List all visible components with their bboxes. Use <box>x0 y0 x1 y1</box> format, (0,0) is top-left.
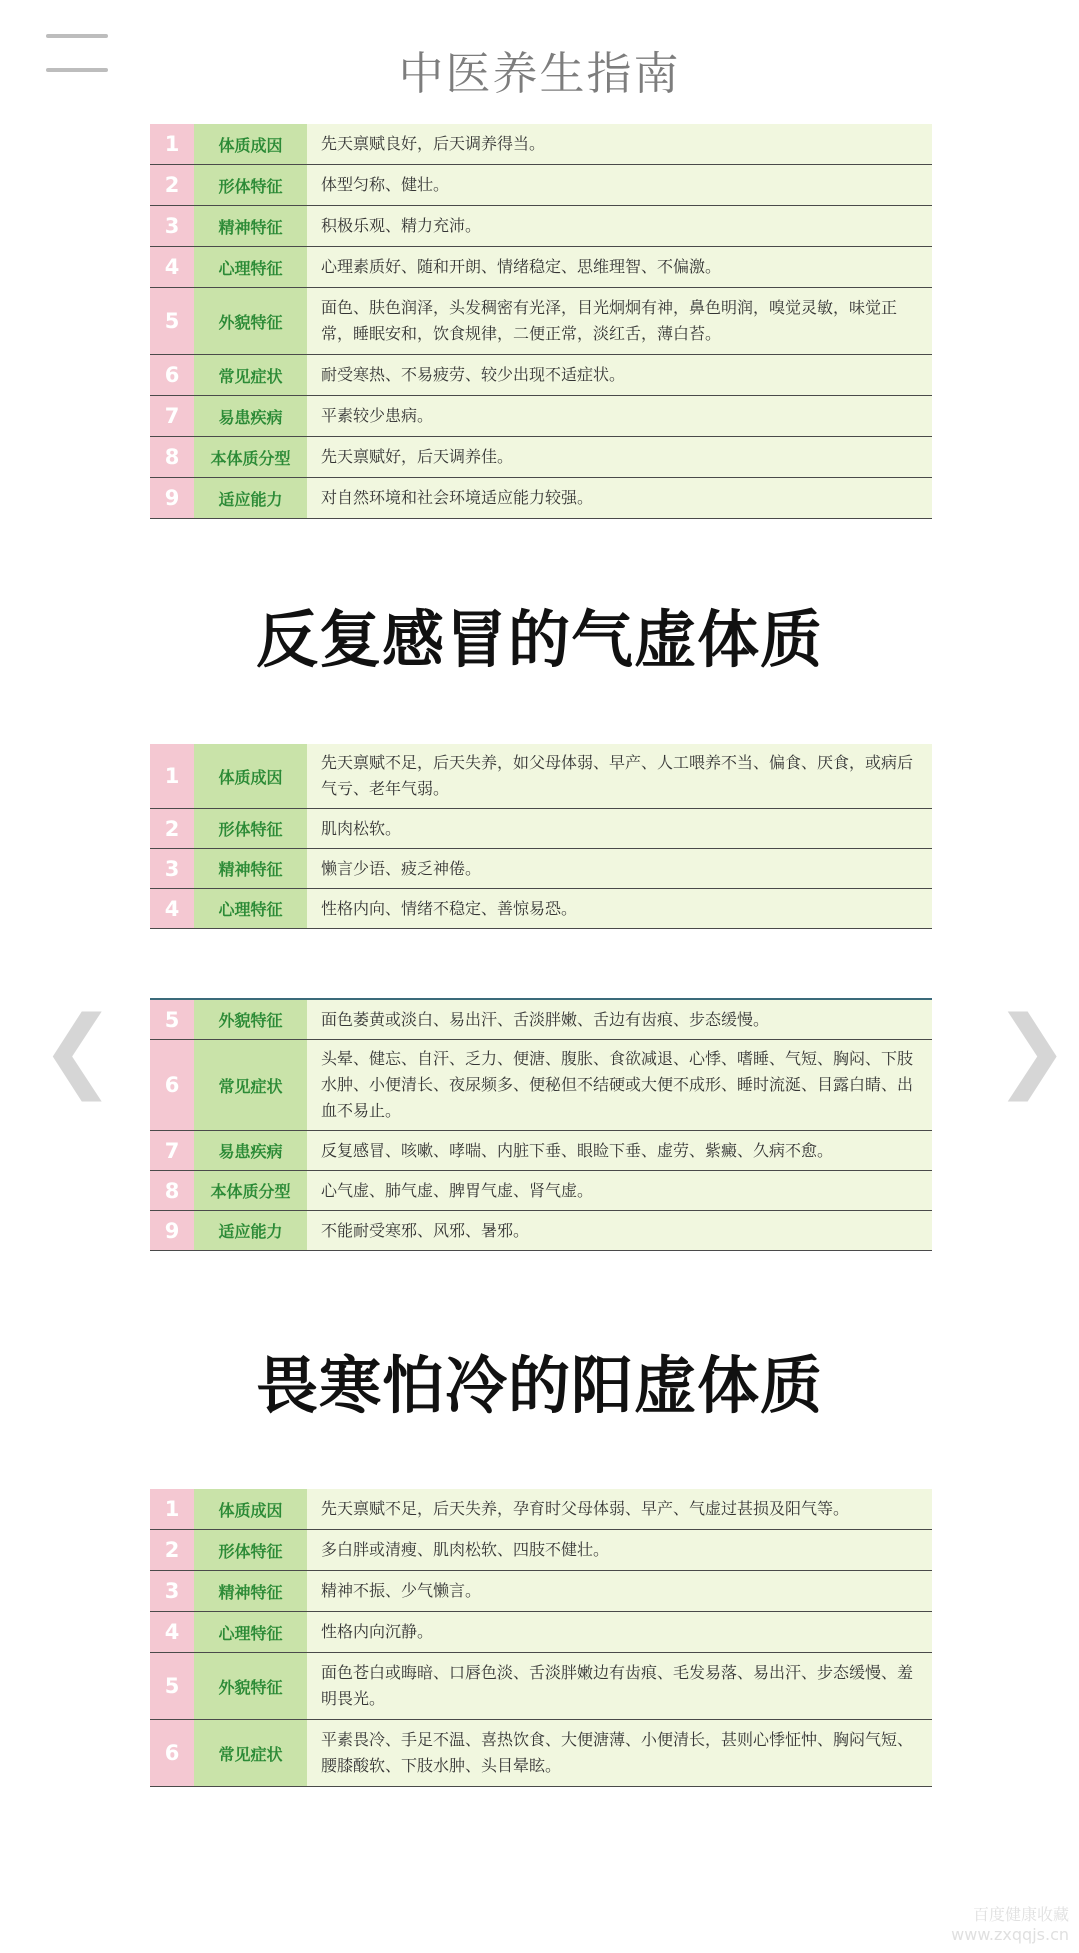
row-number: 8 <box>150 437 194 477</box>
row-description: 先天禀赋不足，后天失养，如父母体弱、早产、人工喂养不当、偏食、厌食，或病后气亏、老年气弱。 <box>307 744 932 808</box>
table-row <box>150 205 932 246</box>
constitution-table-qi-deficiency-part1 <box>150 744 932 929</box>
row-number: 4 <box>150 247 194 287</box>
row-description: 性格内向、情绪不稳定、善惊易恐。 <box>307 889 932 928</box>
row-label: 本体质分型 <box>194 437 307 477</box>
row-description: 面色苍白或晦暗、口唇色淡、舌淡胖嫩边有齿痕、毛发易落、易出汗、步态缓慢、羞明畏光。 <box>307 1653 932 1719</box>
constitution-table-yang-deficiency <box>150 1489 932 1787</box>
row-description: 平素畏冷、手足不温、喜热饮食、大便溏薄、小便清长，甚则心悸怔忡、胸闷气短、腰膝酸软、下肢水肿、头目晕眩。 <box>307 1720 932 1786</box>
row-number: 3 <box>150 1571 194 1611</box>
table-row <box>150 246 932 287</box>
watermark-line2: www.zxqqjs.cn <box>951 1925 1069 1944</box>
row-number: 3 <box>150 206 194 246</box>
row-description: 懒言少语、疲乏神倦。 <box>307 849 932 888</box>
row-label: 心理特征 <box>194 1612 307 1652</box>
row-label: 适应能力 <box>194 478 307 518</box>
row-number: 6 <box>150 1720 194 1786</box>
menu-icon-bar-top <box>46 34 108 38</box>
constitution-table-balanced <box>150 124 932 519</box>
table-row <box>150 808 932 848</box>
page-title: 中医养生指南 <box>398 47 681 100</box>
row-number: 9 <box>150 1211 194 1250</box>
row-description: 性格内向沉静。 <box>307 1612 932 1652</box>
row-label: 本体质分型 <box>194 1171 307 1210</box>
row-label: 易患疾病 <box>194 1131 307 1170</box>
row-label: 精神特征 <box>194 849 307 888</box>
row-label: 心理特征 <box>194 889 307 928</box>
row-number: 5 <box>150 1653 194 1719</box>
row-description: 头晕、健忘、自汗、乏力、便溏、腹胀、食欲减退、心悸、嗜睡、气短、胸闷、下肢水肿、小便清长、夜尿频多、便秘但不结硬或大便不成形、睡时流涎、目露白睛、出血不易止。 <box>307 1040 932 1130</box>
row-description: 反复感冒、咳嗽、哮喘、内脏下垂、眼睑下垂、虚劳、紫癜、久病不愈。 <box>307 1131 932 1170</box>
table-row <box>150 1210 932 1250</box>
row-label: 体质成因 <box>194 124 307 164</box>
row-label: 常见症状 <box>194 355 307 395</box>
row-description: 面色萎黄或淡白、易出汗、舌淡胖嫩、舌边有齿痕、步态缓慢。 <box>307 1000 932 1039</box>
table-row <box>150 436 932 477</box>
row-number: 3 <box>150 849 194 888</box>
table-row <box>150 1570 932 1611</box>
row-label: 常见症状 <box>194 1040 307 1130</box>
row-description: 先天禀赋好，后天调养佳。 <box>307 437 932 477</box>
constitution-table-qi-deficiency-part2 <box>150 998 932 1251</box>
row-number: 4 <box>150 1612 194 1652</box>
table-row <box>150 287 932 354</box>
row-description: 精神不振、少气懒言。 <box>307 1571 932 1611</box>
watermark <box>951 1905 1069 1945</box>
row-number: 8 <box>150 1171 194 1210</box>
row-description: 积极乐观、精力充沛。 <box>307 206 932 246</box>
row-description: 对自然环境和社会环境适应能力较强。 <box>307 478 932 518</box>
row-label: 外貌特征 <box>194 1653 307 1719</box>
row-number: 1 <box>150 124 194 164</box>
next-page-arrow-icon[interactable]: ❯ <box>994 997 1070 1102</box>
row-number: 5 <box>150 288 194 354</box>
row-description: 先天禀赋不足，后天失养，孕育时父母体弱、早产、气虚过甚损及阳气等。 <box>307 1489 932 1529</box>
table-row <box>150 1611 932 1652</box>
row-number: 1 <box>150 1489 194 1529</box>
table-row <box>150 354 932 395</box>
watermark-line1: 百度健康收藏 <box>972 1905 1069 1924</box>
row-label: 体质成因 <box>194 1489 307 1529</box>
table-row <box>150 1489 932 1529</box>
row-number: 6 <box>150 355 194 395</box>
previous-page-arrow-icon[interactable]: ❮ <box>40 997 116 1102</box>
table-row <box>150 1652 932 1719</box>
table-row <box>150 395 932 436</box>
row-label: 外貌特征 <box>194 288 307 354</box>
row-description: 多白胖或清瘦、肌肉松软、四肢不健壮。 <box>307 1530 932 1570</box>
row-number: 1 <box>150 744 194 808</box>
row-label: 形体特征 <box>194 165 307 205</box>
row-description: 耐受寒热、不易疲劳、较少出现不适症状。 <box>307 355 932 395</box>
row-description: 面色、肤色润泽，头发稠密有光泽，目光炯炯有神，鼻色明润，嗅觉灵敏，味觉正常，睡眠安和，饮食规律，二便正常，淡红舌，薄白苔。 <box>307 288 932 354</box>
row-number: 6 <box>150 1040 194 1130</box>
row-label: 易患疾病 <box>194 396 307 436</box>
table-row <box>150 1170 932 1210</box>
row-label: 体质成因 <box>194 744 307 808</box>
section-heading-qi-deficiency: 反复感冒的气虚体质 <box>255 603 823 676</box>
row-label: 形体特征 <box>194 809 307 848</box>
row-number: 5 <box>150 1000 194 1039</box>
table-row <box>150 848 932 888</box>
row-number: 2 <box>150 1530 194 1570</box>
table-row <box>150 1039 932 1130</box>
row-label: 常见症状 <box>194 1720 307 1786</box>
table-row <box>150 164 932 205</box>
table-row <box>150 744 932 808</box>
row-label: 心理特征 <box>194 247 307 287</box>
table-row <box>150 1529 932 1570</box>
row-description: 心气虚、肺气虚、脾胃气虚、肾气虚。 <box>307 1171 932 1210</box>
row-description: 心理素质好、随和开朗、情绪稳定、思维理智、不偏激。 <box>307 247 932 287</box>
row-number: 4 <box>150 889 194 928</box>
row-number: 2 <box>150 809 194 848</box>
row-number: 7 <box>150 396 194 436</box>
table-row <box>150 1000 932 1039</box>
row-label: 适应能力 <box>194 1211 307 1250</box>
table-row <box>150 124 932 164</box>
row-number: 7 <box>150 1131 194 1170</box>
row-description: 肌肉松软。 <box>307 809 932 848</box>
row-label: 外貌特征 <box>194 1000 307 1039</box>
row-label: 精神特征 <box>194 206 307 246</box>
row-number: 9 <box>150 478 194 518</box>
row-description: 不能耐受寒邪、风邪、暑邪。 <box>307 1211 932 1250</box>
row-label: 形体特征 <box>194 1530 307 1570</box>
row-description: 先天禀赋良好，后天调养得当。 <box>307 124 932 164</box>
section-heading-yang-deficiency: 畏寒怕冷的阳虚体质 <box>255 1349 823 1422</box>
table-row <box>150 1130 932 1170</box>
row-number: 2 <box>150 165 194 205</box>
table-row <box>150 888 932 928</box>
row-label: 精神特征 <box>194 1571 307 1611</box>
row-description: 平素较少患病。 <box>307 396 932 436</box>
table-row <box>150 477 932 518</box>
row-description: 体型匀称、健壮。 <box>307 165 932 205</box>
table-row <box>150 1719 932 1786</box>
